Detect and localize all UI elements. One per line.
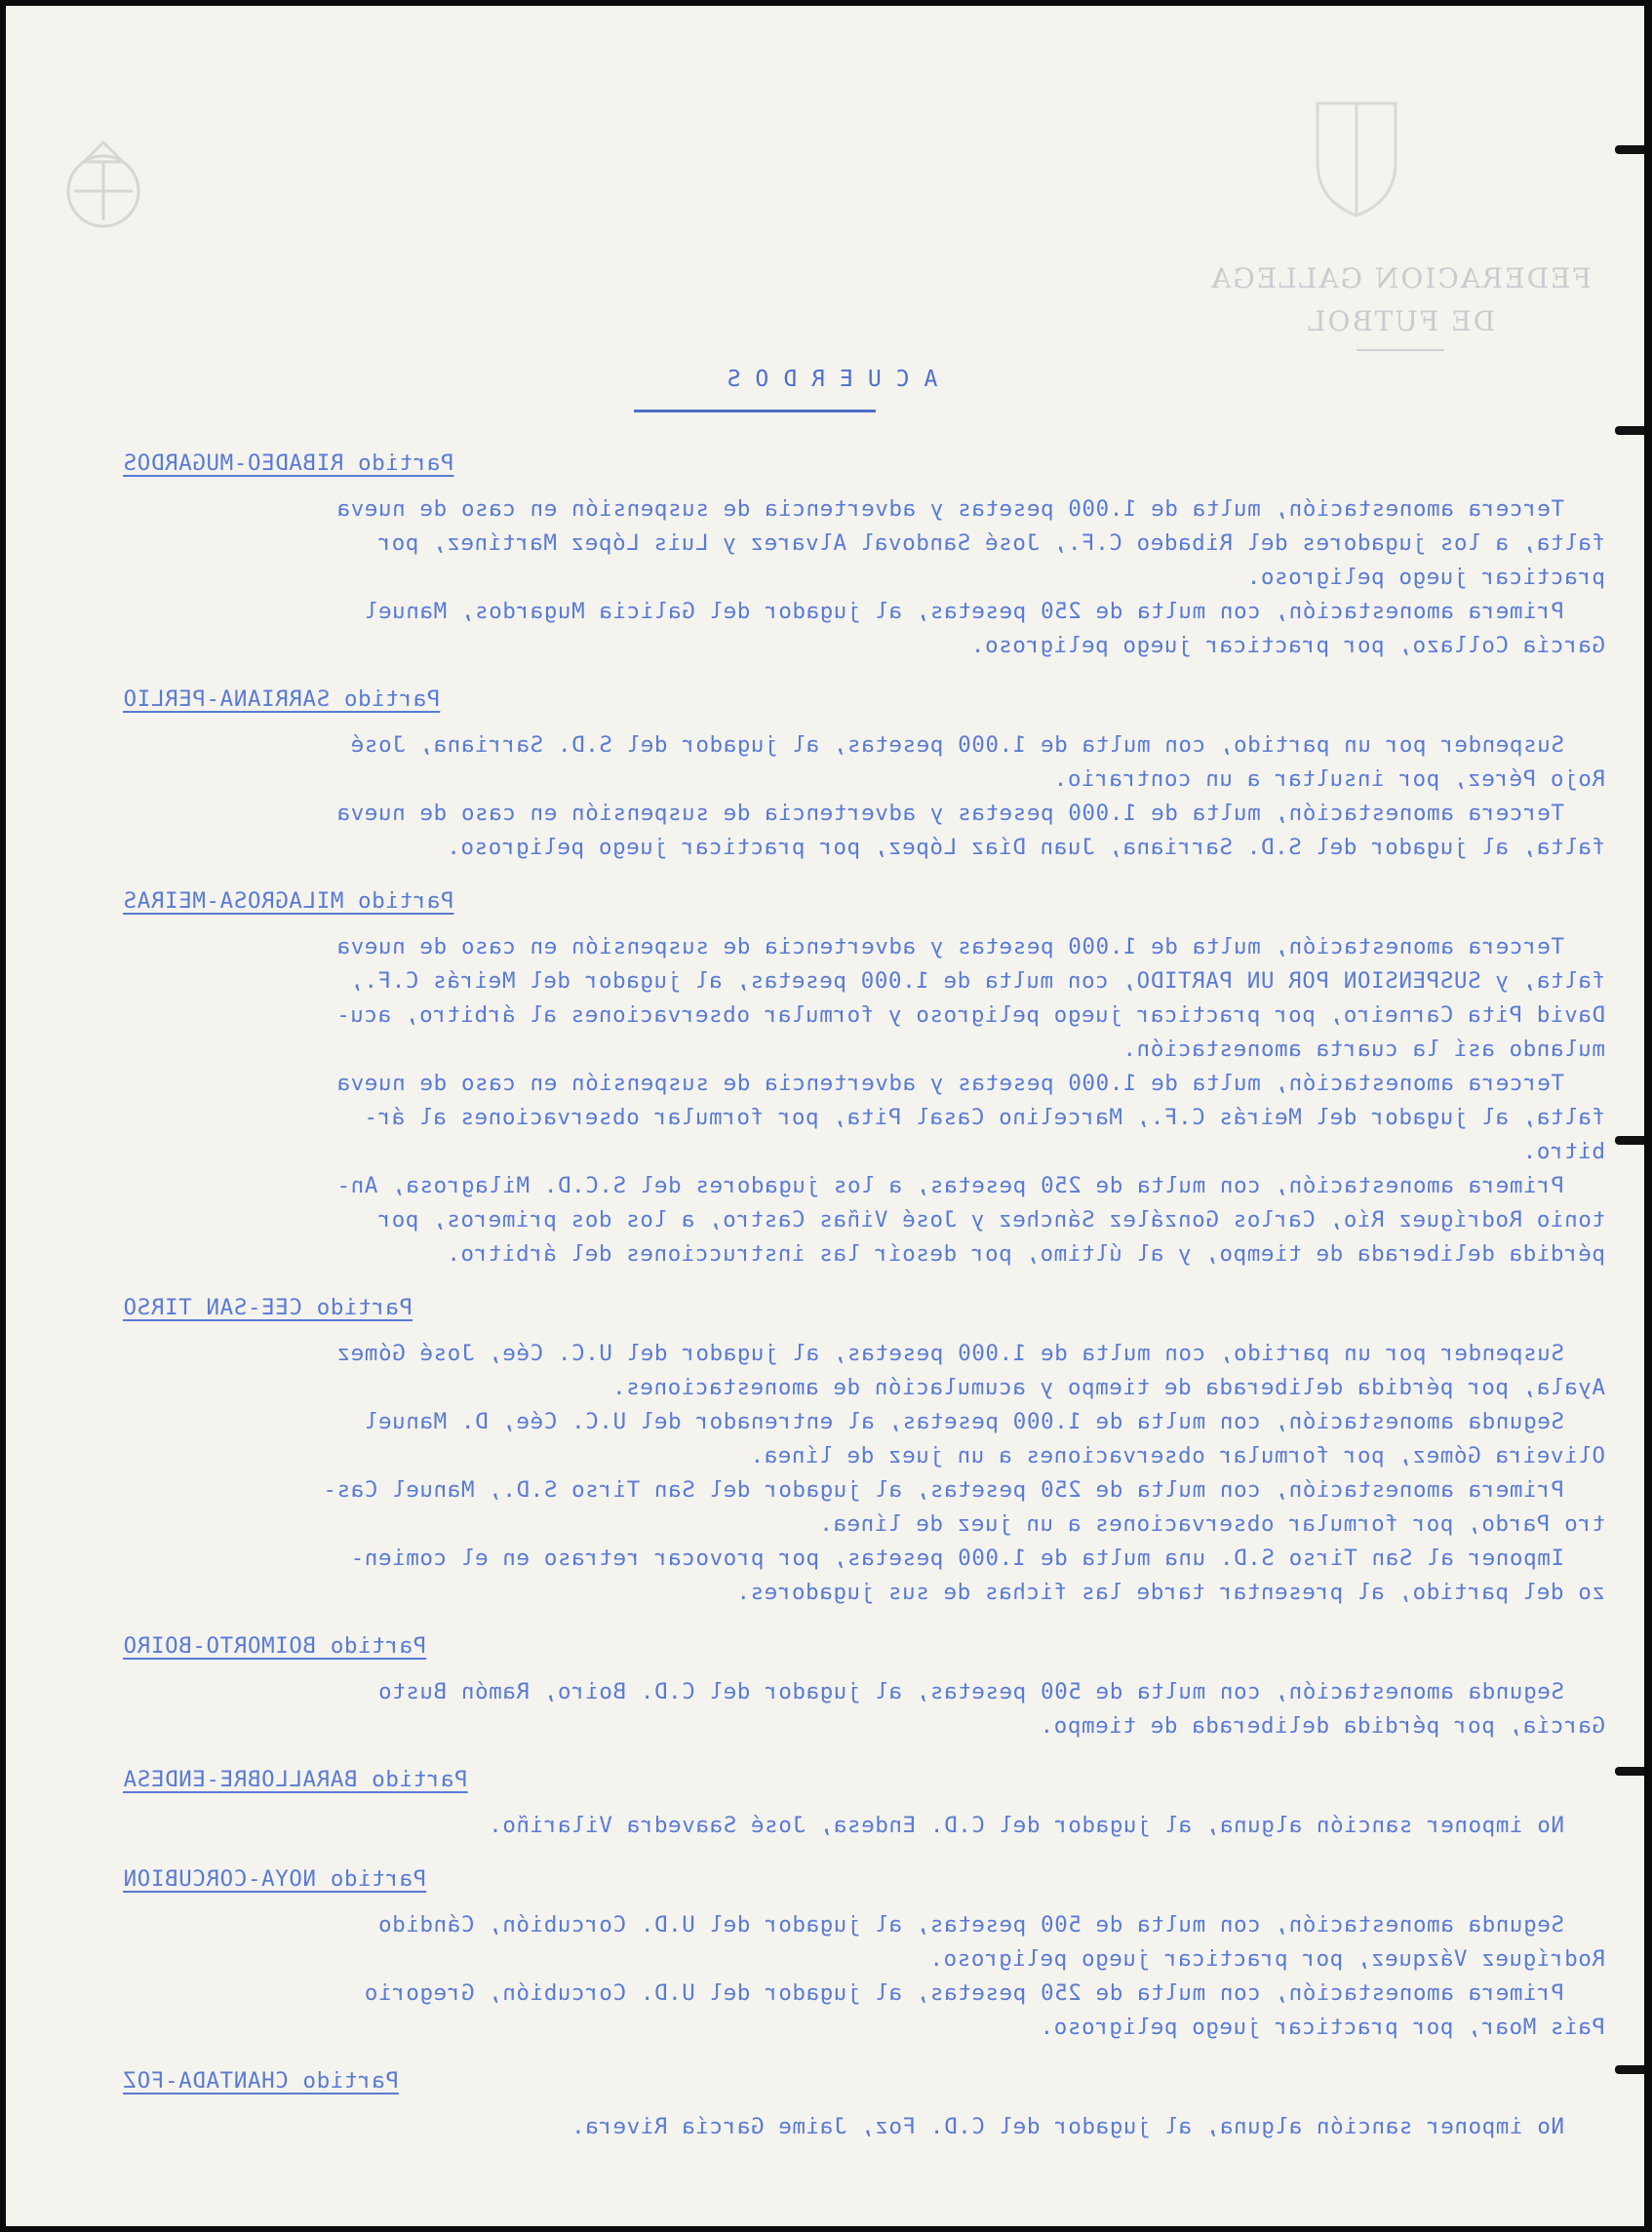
federation-shield-icon [1303, 94, 1410, 220]
match-heading [123, 447, 1605, 481]
match-heading [123, 1629, 1605, 1664]
match-heading [123, 1291, 1605, 1325]
match-heading-text: Partido BOIMORTO-BOIRO [123, 1633, 427, 1659]
resolution-paragraph: Suspender por un partido, con multa de 1.000 pesetas, al jugador del S.D. Sarriana, José Rojo Pérez, por insultar a un contrario. [350, 732, 1605, 792]
match-heading [123, 1862, 1605, 1897]
match-heading [123, 683, 1605, 717]
match-heading [123, 2064, 1605, 2098]
resolution-paragraph: Tercera amonestación, multa de 1.000 pesetas y advertencia de suspensión en caso de nueva falta, a los jugadores del Ribadeo C.F., José Sandoval Alvarez y Luis López Martínez, por practicar juego peligroso. [335, 496, 1605, 590]
match-heading [123, 884, 1605, 919]
letterhead-line-1: FEDERACION GALLEGA [1209, 262, 1592, 294]
letterhead-line-2: DE FUTBOL [1305, 305, 1496, 337]
match-heading-text: Partido CHANTADA-FOZ [123, 2068, 399, 2094]
match-heading [123, 1763, 1605, 1797]
mirrored-bleedthrough-layer [6, 6, 1644, 2226]
resolution-paragraph: Primera amonestación, con multa de 250 pesetas, al jugador del Galicia Mugardos, Manuel García Collazo, por practicar juego peligroso. [364, 599, 1605, 658]
letterhead [1205, 257, 1595, 351]
resolution-paragraph: Primera amonestación, con multa de 250 pesetas, a los jugadores del S.C.D. Milagrosa, An- tonio Rodríguez Río, Carlos González Sánchez y José Viñas Castro, a los dos primeros, por pérdida deliberada de tiempo, y al último, por desoír las instrucciones del árbitro. [335, 1173, 1605, 1267]
document-body [123, 447, 1605, 2144]
match-heading-text: Partido MILAGROSA-MEIRAS [123, 888, 454, 914]
letterhead-rule [1357, 349, 1444, 351]
resolution-paragraph: Tercera amonestación, multa de 1.000 pesetas y advertencia de suspensión en caso de nueva falta, y SUSPENSION POR UN PARTIDO, con multa de 1.000 pesetas, al jugador del Meirás C.F., David Pita Carneiro, por practicar juego peligroso y formular observaciones al árbitro, acu- mulando así la cuarta amonestación. [335, 934, 1605, 1062]
resolution-paragraph: Tercera amonestación, multa de 1.000 pesetas y advertencia de suspensión en caso de nueva falta, al jugador del Meirás C.F., Marcelino Casal Pita, por formular observaciones al ár- bitro. [335, 1071, 1605, 1164]
match-heading-text: Partido SARRIANA-PERLIO [123, 686, 441, 712]
document-page [6, 6, 1644, 2226]
resolution-paragraph: Tercera amonestación, multa de 1.000 pesetas y advertencia de suspensión en caso de nueva falta, al jugador del S.D. Sarriana, Juan Díaz López, por practicar juego peligroso. [335, 801, 1605, 860]
match-heading-text: Partido RIBADEO-MUGARDOS [123, 450, 454, 476]
crest-seal-icon [55, 123, 152, 240]
resolution-paragraph: Primera amonestación, con multa de 250 pesetas, al jugador del U.D. Corcubión, Gregorio País Moar, por practicar juego peligroso. [364, 1980, 1605, 2040]
document-title: ACUERDOS [712, 367, 938, 392]
resolution-paragraph: Segunda amonestación, con multa de 500 pesetas, al jugador del C.D. Boiro, Ramón Busto García, por pérdida deliberada de tiempo. [377, 1679, 1605, 1739]
title-underline [634, 410, 876, 412]
resolution-paragraph: Segunda amonestación, con multa de 500 pesetas, al jugador del U.D. Corcubión, Cándido Rodríguez Vázquez, por practicar juego peligroso. [377, 1912, 1605, 1972]
match-heading-text: Partido BARALLOBRE-ENDESA [123, 1767, 468, 1792]
resolution-paragraph: Suspender por un partido, con multa de 1.000 pesetas, al jugador del U.C. Cée, José Gómez Ayala, por pérdida deliberada de tiempo y acumulación de amonestaciones. [335, 1341, 1605, 1400]
match-heading-text: Partido CEE-SAN TIRSO [123, 1295, 413, 1320]
resolution-paragraph: Segunda amonestación, con multa de 1.000 pesetas, al entrenador del U.C. Cée, D. Manuel Oliveira Gómez, por formular observaciones a un juez de línea. [364, 1409, 1605, 1468]
resolution-paragraph: Imponer al San Tirso S.D. una multa de 1.000 pesetas, por provocar retraso en el comien- zo del partido, al presentar tarde las fichas de sus jugadores. [350, 1546, 1605, 1605]
resolution-paragraph: No imponer sanción alguna, al jugador del C.D. Foz, Jaime García Rivera. [570, 2114, 1564, 2139]
resolution-paragraph: Primera amonestación, con multa de 250 pesetas, al jugador del San Tirso S.D., Manuel Cas- tro Pardo, por formular observaciones a un juez de línea. [322, 1477, 1605, 1537]
match-heading-text: Partido NOYA-CORCUBION [123, 1866, 427, 1892]
resolution-paragraph: No imponer sanción alguna, al jugador del C.D. Endesa, José Saavedra Vilariño. [488, 1813, 1564, 1838]
